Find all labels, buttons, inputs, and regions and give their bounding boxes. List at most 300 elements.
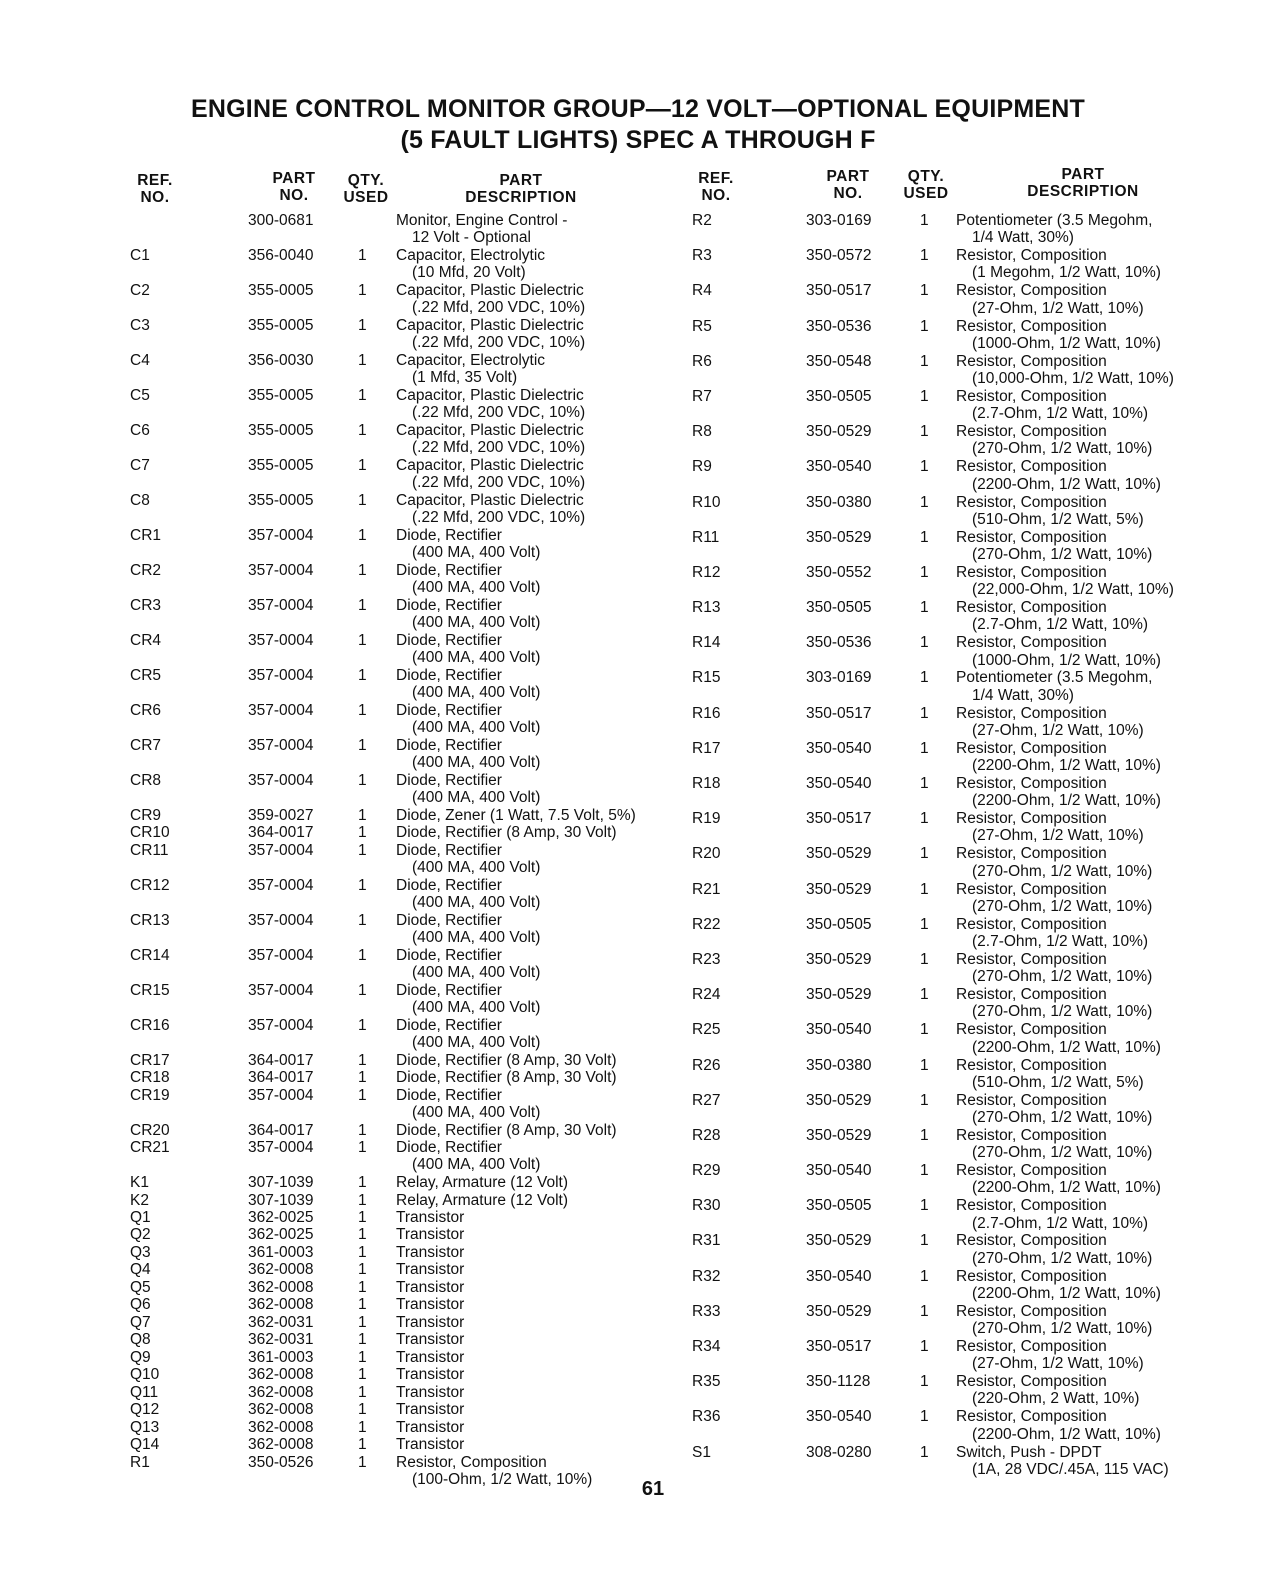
description-line-1: Resistor, Composition [956, 599, 1107, 617]
description-line-1: Transistor [396, 1348, 465, 1366]
qty-used: 1 [920, 423, 929, 441]
ref-no: R14 [692, 634, 721, 652]
part-description [956, 1021, 1276, 1056]
part-description [396, 1209, 720, 1226]
ref-no: CR2 [130, 561, 162, 579]
description-line-2: (2200-Ohm, 1/2 Watt, 10%) [972, 1038, 1161, 1056]
description-line-2: (2.7-Ohm, 1/2 Watt, 10%) [972, 616, 1149, 634]
description-line-2: (510-Ohm, 1/2 Watt, 5%) [972, 1073, 1144, 1091]
part-no: 364-0017 [248, 824, 314, 842]
description-line-1: Diode, Rectifier [396, 1016, 502, 1034]
ref-no: K1 [130, 1174, 149, 1192]
ref-no: S1 [692, 1443, 711, 1461]
parts-row [692, 669, 1276, 704]
parts-row [130, 422, 720, 457]
header-qty-left [338, 172, 394, 206]
ref-no: CR13 [130, 911, 170, 929]
qty-used: 1 [920, 1338, 929, 1355]
description-line-1: Diode, Rectifier [396, 911, 502, 929]
ref-no: R7 [692, 387, 712, 405]
parts-row [130, 667, 720, 702]
part-description [956, 1127, 1276, 1162]
part-description [396, 1122, 720, 1139]
part-description [956, 423, 1276, 458]
part-no: 357-0004 [248, 876, 314, 894]
part-description [396, 877, 720, 912]
part-no: 350-0529 [806, 986, 872, 1004]
description-line-2: (510-Ohm, 1/2 Watt, 5%) [972, 510, 1144, 528]
part-description [956, 1232, 1276, 1267]
qty-used: 1 [358, 1139, 367, 1157]
description-line-2: (400 MA, 400 Volt) [412, 579, 541, 597]
description-line-1: Capacitor, Plastic Dielectric [396, 456, 584, 474]
description-line-1: Transistor [396, 1261, 465, 1279]
qty-used: 1 [358, 1086, 367, 1104]
ref-no: CR3 [130, 596, 162, 614]
parts-row [130, 1226, 720, 1243]
qty-used: 1 [920, 845, 929, 863]
description-line-1: Diode, Rectifier [396, 526, 502, 544]
part-description [956, 1197, 1276, 1232]
description-line-1: Resistor, Composition [956, 986, 1107, 1004]
description-line-1: Relay, Armature (12 Volt) [396, 1174, 569, 1192]
parts-row [130, 982, 720, 1017]
description-line-2: (400 MA, 400 Volt) [412, 719, 541, 737]
part-no: 357-0004 [248, 631, 314, 649]
description-line-1: Resistor, Composition [956, 387, 1107, 405]
part-no: 350-0505 [806, 915, 872, 933]
description-line-1: Capacitor, Plastic Dielectric [396, 316, 584, 334]
part-description [396, 1052, 720, 1069]
part-description [956, 1408, 1276, 1443]
description-line-2: (1000-Ohm, 1/2 Watt, 10%) [972, 651, 1161, 669]
description-line-1: Transistor [396, 1278, 465, 1296]
description-line-1: Resistor, Composition [956, 247, 1107, 265]
qty-used: 1 [358, 806, 367, 824]
qty-used: 1 [920, 212, 929, 229]
parts-row [130, 1017, 720, 1052]
part-no: 300-0681 [248, 212, 314, 229]
ref-no: CR6 [130, 701, 162, 719]
part-no: 350-0505 [806, 1197, 872, 1215]
description-line-1: Capacitor, Plastic Dielectric [396, 421, 584, 439]
qty-used: 1 [358, 841, 367, 859]
part-no: 350-0536 [806, 634, 872, 652]
part-description [396, 1296, 720, 1313]
ref-no: R6 [692, 352, 712, 370]
ref-no: Q6 [130, 1296, 151, 1314]
part-no: 308-0280 [806, 1443, 872, 1461]
description-line-2: (27-Ohm, 1/2 Watt, 10%) [972, 827, 1144, 845]
part-no: 350-0540 [806, 775, 872, 792]
part-description [396, 912, 720, 947]
parts-row [692, 1268, 1276, 1303]
description-line-1: Resistor, Composition [956, 1232, 1107, 1250]
qty-used: 1 [358, 736, 367, 754]
qty-used: 1 [358, 386, 367, 404]
part-no: 362-0008 [248, 1261, 314, 1279]
part-description [396, 1192, 720, 1209]
part-no: 350-0529 [806, 845, 872, 863]
parts-row [130, 1087, 720, 1122]
part-description [956, 318, 1276, 353]
description-line-2: (10,000-Ohm, 1/2 Watt, 10%) [972, 370, 1174, 388]
qty-used: 1 [358, 1191, 367, 1209]
parts-row [130, 1052, 720, 1069]
ref-no: R29 [692, 1162, 721, 1180]
part-description [956, 634, 1276, 669]
qty-used: 1 [358, 631, 367, 649]
description-line-1: Capacitor, Electrolytic [396, 351, 546, 369]
parts-row [130, 1209, 720, 1226]
qty-used: 1 [358, 1209, 367, 1226]
part-no: 364-0017 [248, 1069, 314, 1087]
ref-no: R20 [692, 845, 721, 863]
part-no: 357-0004 [248, 1139, 314, 1157]
part-description [956, 212, 1276, 247]
part-no: 355-0005 [248, 281, 314, 299]
header-desc-left [456, 172, 586, 206]
description-line-1: Diode, Rectifier [396, 736, 502, 754]
description-line-2: (1A, 28 VDC/.45A, 115 VAC) [972, 1460, 1169, 1478]
header-ref-right [692, 170, 740, 204]
description-line-1: Resistor, Composition [956, 1408, 1107, 1426]
ref-no: CR5 [130, 666, 162, 684]
ref-no: C4 [130, 351, 150, 369]
part-description [396, 632, 720, 667]
part-no: 362-0025 [248, 1226, 314, 1244]
parts-row [692, 1338, 1276, 1373]
part-description [396, 1314, 720, 1331]
part-description [396, 1017, 720, 1052]
part-no: 350-1128 [806, 1373, 871, 1391]
ref-no: Q11 [130, 1383, 159, 1401]
ref-no: R9 [692, 458, 712, 476]
part-no: 307-1039 [248, 1191, 314, 1209]
header-qty-line1: QTY. [907, 168, 945, 185]
description-line-2: (400 MA, 400 Volt) [412, 614, 541, 632]
part-no: 350-0526 [248, 1453, 314, 1471]
part-no: 350-0536 [806, 317, 872, 335]
qty-used: 1 [920, 739, 929, 757]
description-line-1: Resistor, Composition [956, 1267, 1107, 1285]
parts-row [692, 1444, 1276, 1479]
parts-row [692, 247, 1276, 282]
part-description [396, 807, 720, 824]
description-line-1: Diode, Rectifier (8 Amp, 30 Volt) [396, 1069, 617, 1087]
qty-used: 1 [358, 526, 367, 544]
description-line-1: Resistor, Composition [396, 1453, 547, 1471]
description-line-1: Diode, Rectifier [396, 1139, 502, 1157]
parts-row [692, 1092, 1276, 1127]
description-line-1: Resistor, Composition [956, 915, 1107, 933]
part-description [396, 824, 720, 841]
description-line-2: (27-Ohm, 1/2 Watt, 10%) [972, 1355, 1144, 1373]
part-description [396, 1261, 720, 1278]
parts-row [130, 772, 720, 807]
parts-row [130, 1349, 720, 1366]
part-description [396, 1349, 720, 1366]
parts-list-right-column [692, 212, 1276, 1479]
part-no: 361-0003 [248, 1243, 314, 1261]
description-line-2: (270-Ohm, 1/2 Watt, 10%) [972, 1144, 1153, 1162]
description-line-1: Resistor, Composition [956, 493, 1107, 511]
qty-used: 1 [358, 911, 367, 929]
part-no: 364-0017 [248, 1051, 314, 1069]
ref-no: Q3 [130, 1243, 151, 1261]
ref-no: R23 [692, 950, 721, 968]
part-no: 350-0517 [806, 282, 872, 300]
parts-row [130, 597, 720, 632]
parts-row [692, 986, 1276, 1021]
ref-no: C1 [130, 246, 150, 264]
description-line-2: (22,000-Ohm, 1/2 Watt, 10%) [972, 581, 1174, 599]
part-no: 307-1039 [248, 1174, 314, 1192]
qty-used: 1 [358, 1278, 367, 1296]
header-ref-line2: NO. [701, 187, 731, 204]
description-line-1: Transistor [396, 1226, 465, 1244]
ref-no: Q14 [130, 1436, 160, 1454]
part-description [956, 951, 1276, 986]
description-line-2: (400 MA, 400 Volt) [412, 1103, 541, 1121]
part-description [396, 947, 720, 982]
ref-no: Q12 [130, 1401, 160, 1419]
parts-row [692, 810, 1276, 845]
part-no: 350-0540 [806, 458, 872, 476]
qty-used: 1 [358, 824, 367, 842]
description-line-1: Switch, Push - DPDT [956, 1443, 1102, 1461]
description-line-1: Diode, Rectifier [396, 631, 502, 649]
description-line-2: (400 MA, 400 Volt) [412, 928, 541, 946]
part-no: 357-0004 [248, 701, 314, 719]
part-description [396, 527, 720, 562]
ref-no: CR14 [130, 946, 170, 964]
qty-used: 1 [920, 986, 929, 1004]
qty-used: 1 [920, 1232, 929, 1250]
description-line-1: Relay, Armature (12 Volt) [396, 1191, 569, 1209]
part-description [956, 529, 1276, 564]
header-qty-line2: USED [903, 185, 949, 202]
ref-no: R17 [692, 739, 721, 757]
qty-used: 1 [358, 1418, 367, 1436]
qty-used: 1 [920, 810, 929, 828]
part-no: 362-0031 [248, 1313, 314, 1331]
header-desc-line2: DESCRIPTION [465, 189, 577, 206]
part-no: 357-0004 [248, 736, 314, 754]
part-no: 350-0540 [806, 1408, 872, 1426]
part-description [956, 845, 1276, 880]
description-line-1: Diode, Rectifier [396, 1086, 502, 1104]
ref-no: CR21 [130, 1139, 170, 1157]
ref-no: CR12 [130, 876, 170, 894]
description-line-1: Transistor [396, 1436, 465, 1454]
parts-row [130, 527, 720, 562]
ref-no: R32 [692, 1267, 721, 1285]
parts-row [130, 702, 720, 737]
qty-used: 1 [358, 351, 367, 369]
parts-row [130, 1279, 720, 1296]
ref-no: C5 [130, 386, 150, 404]
part-no: 350-0529 [806, 880, 872, 898]
parts-row [130, 632, 720, 667]
ref-no: R15 [692, 669, 721, 687]
description-line-2: (2.7-Ohm, 1/2 Watt, 10%) [972, 933, 1149, 951]
description-line-1: Resistor, Composition [956, 634, 1107, 652]
part-no: 350-0540 [806, 1162, 872, 1180]
description-line-2: (270-Ohm, 1/2 Watt, 10%) [972, 440, 1153, 458]
parts-row [130, 457, 720, 492]
part-no: 303-0169 [806, 212, 872, 229]
part-description [396, 422, 720, 457]
part-description [396, 1279, 720, 1296]
part-no: 357-0004 [248, 1086, 314, 1104]
description-line-2: 1/4 Watt, 30%) [972, 686, 1074, 704]
part-no: 362-0008 [248, 1383, 314, 1401]
header-desc-right [1018, 166, 1148, 200]
description-line-1: Diode, Rectifier [396, 561, 502, 579]
description-line-2: (2200-Ohm, 1/2 Watt, 10%) [972, 1284, 1161, 1302]
part-no: 350-0529 [806, 950, 872, 968]
description-line-2: (400 MA, 400 Volt) [412, 684, 541, 702]
part-no: 362-0008 [248, 1366, 314, 1384]
parts-row [692, 423, 1276, 458]
ref-no: R8 [692, 423, 712, 441]
part-description [396, 387, 720, 422]
parts-row [130, 1244, 720, 1261]
description-line-1: Resistor, Composition [956, 1126, 1107, 1144]
description-line-1: Monitor, Engine Control - [396, 212, 568, 229]
qty-used: 1 [920, 528, 929, 546]
qty-used: 1 [920, 1056, 929, 1074]
part-description [956, 740, 1276, 775]
description-line-1: Transistor [396, 1418, 465, 1436]
description-line-1: Resistor, Composition [956, 1197, 1107, 1215]
part-no: 303-0169 [806, 669, 872, 687]
part-no: 362-0008 [248, 1278, 314, 1296]
qty-used: 1 [920, 458, 929, 476]
part-description [396, 772, 720, 807]
part-description [396, 1401, 720, 1418]
description-line-1: Diode, Zener (1 Watt, 7.5 Volt, 5%) [396, 806, 636, 824]
ref-no: CR17 [130, 1051, 170, 1069]
description-line-1: Resistor, Composition [956, 810, 1107, 828]
part-no: 357-0004 [248, 771, 314, 789]
part-description [396, 597, 720, 632]
header-part-line1: PART [272, 170, 316, 187]
parts-row [692, 916, 1276, 951]
header-desc-line1: PART [499, 172, 543, 189]
description-line-1: Resistor, Composition [956, 1338, 1107, 1355]
part-no: 361-0003 [248, 1348, 314, 1366]
part-description [396, 982, 720, 1017]
ref-no: R24 [692, 986, 721, 1004]
part-description [956, 247, 1276, 282]
qty-used: 1 [358, 596, 367, 614]
ref-no: R36 [692, 1408, 721, 1426]
ref-no: Q7 [130, 1313, 151, 1331]
parts-row [692, 775, 1276, 810]
description-line-2: (270-Ohm, 1/2 Watt, 10%) [972, 968, 1153, 986]
parts-row [130, 212, 720, 247]
header-qty-line1: QTY. [347, 172, 385, 189]
part-description [396, 1069, 720, 1086]
description-line-1: Resistor, Composition [956, 528, 1107, 546]
parts-list-left-column [130, 212, 720, 1489]
parts-row [692, 599, 1276, 634]
ref-no: R18 [692, 775, 721, 792]
parts-row [692, 282, 1276, 317]
description-line-2: (2200-Ohm, 1/2 Watt, 10%) [972, 757, 1161, 775]
parts-row [692, 1303, 1276, 1338]
title-line-2: (5 FAULT LIGHTS) SPEC A THROUGH F [400, 126, 876, 154]
qty-used: 1 [358, 946, 367, 964]
qty-used: 1 [920, 493, 929, 511]
ref-no: CR11 [130, 841, 169, 859]
parts-row [692, 881, 1276, 916]
parts-row [130, 842, 720, 877]
part-description [956, 388, 1276, 423]
part-no: 357-0004 [248, 841, 314, 859]
parts-row [692, 740, 1276, 775]
description-line-2: (2.7-Ohm, 1/2 Watt, 10%) [972, 1214, 1149, 1232]
column-headers [0, 166, 1276, 210]
qty-used: 1 [920, 1162, 929, 1180]
parts-row [130, 877, 720, 912]
parts-row [692, 1408, 1276, 1443]
part-no: 357-0004 [248, 561, 314, 579]
part-description [956, 458, 1276, 493]
part-no: 350-0540 [806, 739, 872, 757]
ref-no: CR15 [130, 981, 170, 999]
ref-no: R10 [692, 493, 721, 511]
description-line-1: Resistor, Composition [956, 739, 1107, 757]
description-line-1: Diode, Rectifier [396, 596, 502, 614]
description-line-2: (400 MA, 400 Volt) [412, 754, 541, 772]
description-line-1: Resistor, Composition [956, 563, 1107, 581]
parts-row [130, 912, 720, 947]
qty-used: 1 [358, 1296, 367, 1314]
page-number: 61 [641, 1478, 665, 1500]
part-description [396, 1139, 720, 1174]
description-line-1: Diode, Rectifier [396, 666, 502, 684]
description-line-1: Resistor, Composition [956, 317, 1107, 335]
description-line-2: (2200-Ohm, 1/2 Watt, 10%) [972, 475, 1161, 493]
description-line-2: (100-Ohm, 1/2 Watt, 10%) [412, 1471, 593, 1489]
part-no: 357-0004 [248, 1016, 314, 1034]
part-description [956, 353, 1276, 388]
part-description [956, 1057, 1276, 1092]
description-line-1: Capacitor, Electrolytic [396, 246, 546, 264]
parts-row [130, 352, 720, 387]
description-line-1: Transistor [396, 1209, 465, 1226]
description-line-1: Resistor, Composition [956, 423, 1107, 441]
ref-no: CR4 [130, 631, 162, 649]
description-line-2: (2.7-Ohm, 1/2 Watt, 10%) [972, 405, 1149, 423]
part-description [396, 247, 720, 282]
part-no: 355-0005 [248, 491, 314, 509]
part-description [396, 1366, 720, 1383]
qty-used: 1 [358, 1331, 367, 1349]
ref-no: CR10 [130, 824, 170, 842]
description-line-2: (10 Mfd, 20 Volt) [412, 264, 526, 282]
ref-no: R31 [692, 1232, 721, 1250]
parts-row [692, 1127, 1276, 1162]
header-ref-left [130, 172, 180, 206]
part-description [396, 1174, 720, 1191]
part-no: 350-0529 [806, 1232, 872, 1250]
parts-row [130, 1401, 720, 1418]
ref-no: R12 [692, 563, 721, 581]
